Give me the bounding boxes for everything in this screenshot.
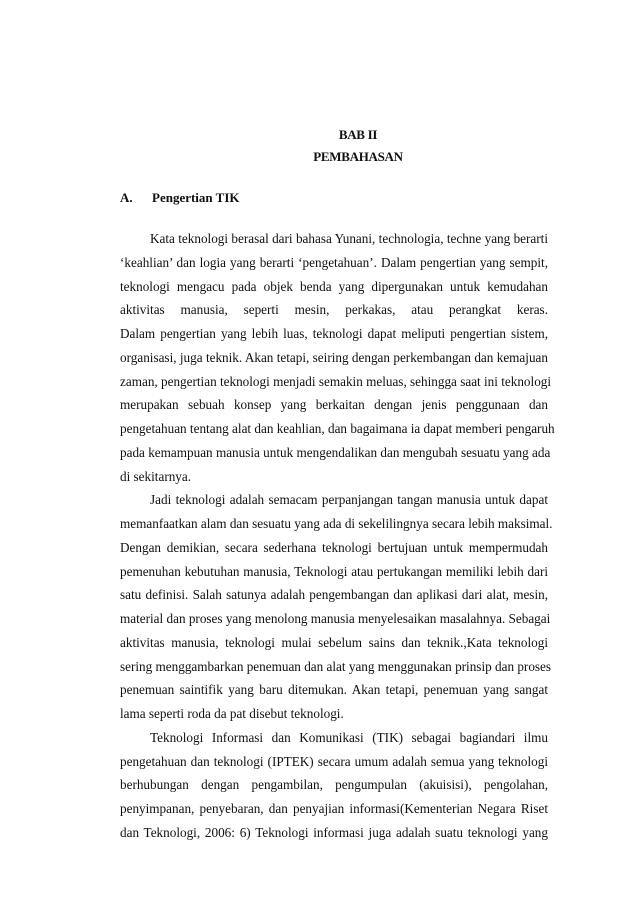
text-line: penemuan saintifik yang baru ditemukan. Akan tetapi, penemuan yang sangat [120,682,548,698]
chapter-title: PEMBAHASAN [313,149,403,164]
text-line: merupakan sebuah konsep yang berkaitan dengan jenis penggunaan dan [120,397,548,413]
text-line: organisasi, juga teknik. Akan tetapi, seiring dengan perkembangan dan kemajuan [120,349,548,365]
section-number: A. [120,190,133,205]
text-line: memanfaatkan alam dan sesuatu yang ada di sekelilingnya secara lebih maksimal. [120,516,553,531]
text-line: Jadi teknologi adalah semacam perpanjangan tangan manusia untuk dapat [150,492,548,508]
body-text [120,227,555,845]
text-line: material dan proses yang menolong manusia menyelesaikan masalahnya. Sebagai [120,611,551,626]
text-line: sering menggambarkan penemuan dan alat yang menggunakan prinsip dan proses [120,658,552,674]
text-line: zaman, pengertian teknologi menjadi semakin meluas, sehingga saat ini teknologi [120,373,552,389]
text-line: satu definisi. Salah satunya adalah pengembangan dan aplikasi dari alat, mesin, [120,587,548,603]
text-line: pada kemampuan manusia untuk mengendalikan dan mengubah sesuatu yang ada [120,444,551,460]
text-line: pemenuhan kebutuhan manusia, Teknologi atau pertukangan memiliki lebih dari [120,563,548,579]
text-line: Teknologi Informasi dan Komunikasi (TIK) sebagai bagiandari ilmu [150,729,548,745]
text-line: berhubungan dengan pengambilan, pengumpulan (akuisisi), pengolahan, [120,777,548,793]
text-line: Kata teknologi berasal dari bahasa Yunani, technologia, techne yang berarti [150,231,548,246]
chapter-number: BAB II [338,127,378,142]
text-line: pengetahuan dan teknologi (IPTEK) secara umum adalah semua yang teknologi [120,753,548,769]
text-line: teknologi mengacu pada objek benda yang dipergunakan untuk kemudahan [120,278,548,294]
text-line: ‘keahlian’ dan logia yang berarti ‘pengetahuan’. Dalam pengertian yang sempit, [120,254,548,270]
text-line: Dengan demikian, secara sederhana teknologi bertujuan untuk mempermudah [120,539,548,555]
section-heading [120,190,240,206]
text-line: aktivitas manusia, teknologi mulai sebelum sains dan teknik.,Kata teknologi [120,634,548,650]
text-line: pengetahuan tentang alat dan keahlian, dan bagaimana ia dapat memberi pengaruh [120,421,555,436]
text-line: penyimpanan, penyebaran, dan penyajian informasi(Kementerian Negara Riset [120,801,548,816]
section-title: Pengertian TIK [152,190,240,205]
text-line: Dalam pengertian yang lebih luas, teknologi dapat meliputi pengertian sistem, [120,326,548,341]
text-line: aktivitas manusia, seperti mesin, perkakas, atau perangkat keras. [120,302,548,318]
text-line: lama seperti roda da pat disebut teknologi. [120,706,344,721]
text-line: di sekitarnya. [120,468,192,484]
text-line: dan Teknologi, 2006: 6) Teknologi informasi juga adalah suatu teknologi yang [120,824,548,840]
